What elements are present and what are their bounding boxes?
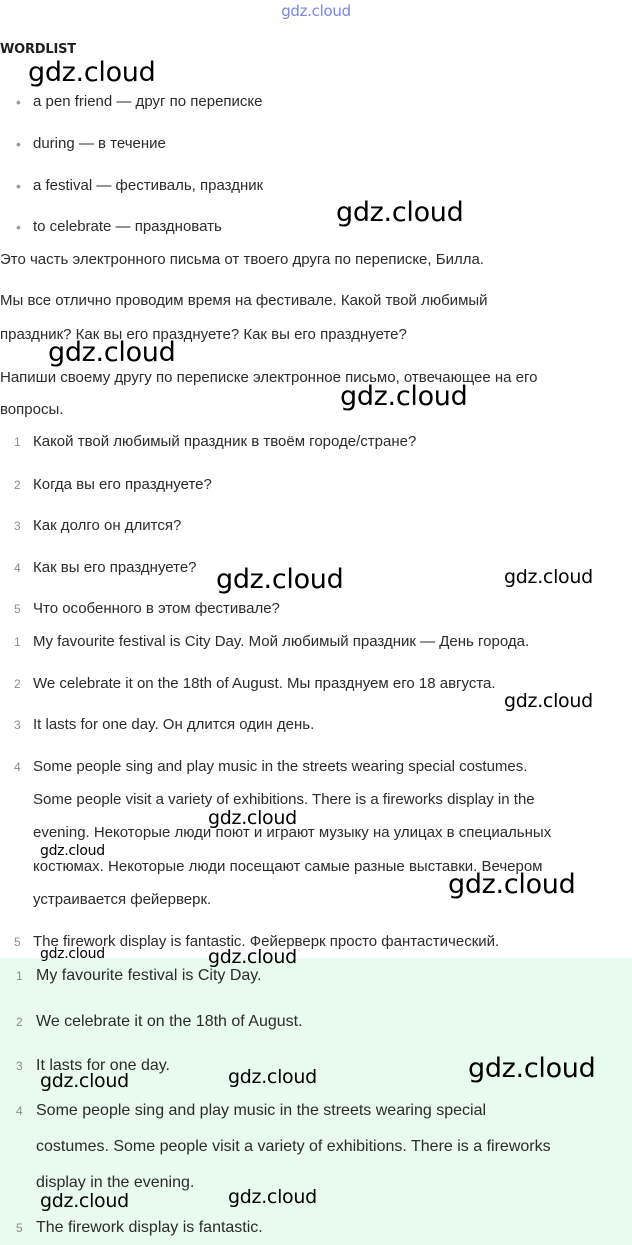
answer-line: It lasts for one day. bbox=[36, 1057, 170, 1074]
watermark: gdz.cloud bbox=[28, 57, 156, 88]
answer-line: Some people sing and play music in the streets wearing special bbox=[36, 1102, 487, 1119]
answer-line: display in the evening. bbox=[36, 1174, 195, 1191]
watermark: gdz.cloud bbox=[40, 946, 105, 962]
answer-number: 3 bbox=[14, 718, 21, 732]
letter-line: праздник? Как вы его празднуете? Как вы его празднуете? bbox=[0, 326, 407, 343]
instruction-line: Напиши своему другу по переписке электронное письмо, отвечающее на его bbox=[0, 369, 538, 386]
answer-number: 4 bbox=[16, 1104, 23, 1118]
answer-line: costumes. Some people visit a variety of exhibitions. There is a fireworks bbox=[36, 1138, 551, 1155]
answer-line: We celebrate it on the 18th of August. Мы празднуем его 18 августа. bbox=[33, 675, 496, 692]
question-number: 1 bbox=[14, 435, 21, 449]
question-number: 2 bbox=[14, 478, 21, 492]
watermark: gdz.cloud bbox=[40, 1190, 129, 1212]
answer-number: 2 bbox=[14, 677, 21, 691]
watermark: gdz.cloud bbox=[208, 946, 297, 968]
watermark: gdz.cloud bbox=[504, 566, 593, 588]
question-number: 3 bbox=[14, 519, 21, 533]
wordlist-item-text: a festival — фестиваль, праздник bbox=[33, 177, 264, 194]
answer-line: My favourite festival is City Day. bbox=[36, 967, 262, 984]
watermark: gdz.cloud bbox=[208, 807, 297, 829]
answer-line: evening. Некоторые люди поют и играют музыку на улицах в специальных bbox=[33, 824, 552, 841]
wordlist-title: WORDLIST bbox=[0, 42, 76, 57]
answer-line: Some people sing and play music in the streets wearing special costumes. bbox=[33, 758, 528, 775]
task-intro: Это часть электронного письма от твоего друга по переписке, Билла. bbox=[0, 251, 484, 268]
answer-line: The firework display is fantastic. Фейерверк просто фантастический. bbox=[33, 933, 500, 950]
watermark: gdz.cloud bbox=[228, 1186, 317, 1208]
answer-line: The firework display is fantastic. bbox=[36, 1219, 263, 1236]
watermark: gdz.cloud bbox=[504, 690, 593, 712]
answer-number: 3 bbox=[16, 1059, 23, 1073]
watermark: gdz.cloud bbox=[448, 869, 576, 900]
watermark: gdz.cloud bbox=[40, 843, 105, 859]
wordlist-item-text: during — в течение bbox=[33, 135, 166, 152]
answer-number: 1 bbox=[16, 969, 23, 983]
watermark: gdz.cloud bbox=[228, 1066, 317, 1088]
watermark: gdz.cloud bbox=[48, 337, 176, 368]
watermark: gdz.cloud bbox=[336, 197, 464, 228]
answer-number: 2 bbox=[16, 1015, 23, 1029]
watermark: gdz.cloud bbox=[216, 564, 344, 595]
answer-number: 4 bbox=[14, 760, 21, 774]
wordlist-item-text: a pen friend — друг по переписке bbox=[33, 93, 263, 110]
watermark: gdz.cloud bbox=[468, 1053, 596, 1084]
answer-line: Some people visit a variety of exhibitions. There is a fireworks display in the bbox=[33, 791, 535, 808]
question-number: 4 bbox=[14, 561, 21, 575]
answer-line: It lasts for one day. Он длится один день. bbox=[33, 716, 315, 733]
question-number: 5 bbox=[14, 602, 21, 616]
site-watermark: gdz.cloud bbox=[281, 2, 351, 20]
bullet-icon: • bbox=[16, 136, 21, 152]
answer-number: 1 bbox=[14, 635, 21, 649]
wordlist-item-text: to celebrate — праздновать bbox=[33, 218, 222, 235]
answer-line: My favourite festival is City Day. Мой любимый праздник — День города. bbox=[33, 633, 530, 650]
question-text: Какой твой любимый праздник в твоём городе/стране? bbox=[33, 433, 417, 450]
question-text: Как вы его празднуете? bbox=[33, 559, 197, 576]
bullet-icon: • bbox=[16, 178, 21, 194]
answer-line: устраивается фейерверк. bbox=[33, 891, 212, 908]
letter-line: Мы все отлично проводим время на фестивале. Какой твой любимый bbox=[0, 292, 488, 309]
instruction-line: вопросы. bbox=[0, 401, 64, 418]
question-text: Что особенного в этом фестивале? bbox=[33, 600, 280, 617]
answer-number: 5 bbox=[16, 1221, 23, 1235]
question-text: Как долго он длится? bbox=[33, 517, 182, 534]
question-text: Когда вы его празднуете? bbox=[33, 476, 212, 493]
watermark: gdz.cloud bbox=[340, 381, 468, 412]
watermark: gdz.cloud bbox=[40, 1070, 129, 1092]
bullet-icon: • bbox=[16, 219, 21, 235]
answer-line: костюмах. Некоторые люди посещают самые разные выставки. Вечером bbox=[33, 858, 543, 875]
answer-line: We celebrate it on the 18th of August. bbox=[36, 1013, 303, 1030]
bullet-icon: • bbox=[16, 94, 21, 110]
answer-number: 5 bbox=[14, 935, 21, 949]
